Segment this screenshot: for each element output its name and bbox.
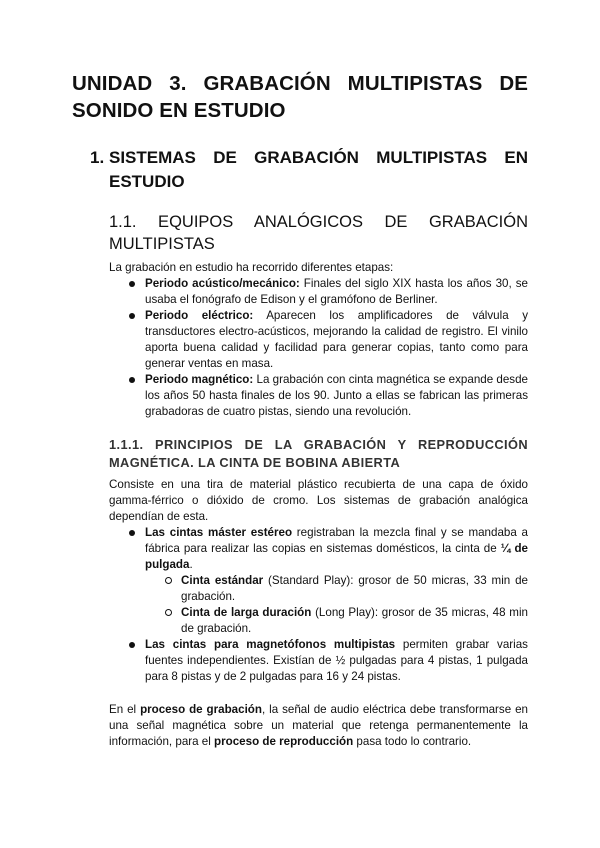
master-end: . [189, 558, 193, 571]
period-text: La grabación con cinta magnética se expande desde los años 50 hasta finales de los 90. Junto a ellas se fabrican las primeras grabadoras de cuatro pistas, siendo una revolución. [145, 373, 528, 418]
section-1-number: 1. [90, 148, 105, 167]
period-label: Periodo eléctrico: [145, 309, 254, 322]
section-1-title: SISTEMAS DE GRABACIÓN MULTIPISTAS EN ESTUDIO [109, 148, 528, 191]
closing-part-1: En el [109, 703, 141, 716]
closing-part-2: , la señal de audio eléctrica debe transformarse en una señal magnética sobre un material que retenga permanentemente la información, para el [109, 703, 528, 748]
list-item [109, 525, 528, 637]
section-1-1-intro: La grabación en estudio ha recorrido diferentes etapas: [109, 261, 394, 274]
unit-title: UNIDAD 3. GRABACIÓN MULTIPISTAS DE SONIDO EN ESTUDIO [72, 72, 528, 122]
sub-item-label: Cinta estándar [181, 574, 264, 587]
sub-item-text: (Standard Play): grosor de 50 micras, 33 min de grabación. [181, 574, 528, 603]
period-text: Aparecen los amplificadores de válvula y transductores electro-acústicos, mejorando la calidad de registro. El vinilo aporta buena calidad y facilidad para generar copias, tanto como para generar ventas en masa. [145, 309, 528, 370]
closing-bold-2: proceso de reproducción [214, 735, 354, 748]
section-1-1-1-intro: Consiste en una tira de material plástico recubierta de una capa de óxido gamma-férrico o dióxido de cromo. Los sistemas de grabación analógica dependían de esta. [109, 478, 528, 523]
closing-bold-1: proceso de grabación [140, 703, 262, 716]
sub-item-text: (Long Play): grosor de 35 micras, 48 min de grabación. [181, 606, 528, 635]
list-item [109, 276, 528, 308]
master-label: Las cintas máster estéreo [145, 526, 293, 539]
multitrack-label: Las cintas para magnetófonos multipistas [145, 638, 396, 651]
section-1-heading [90, 146, 528, 194]
closing-part-3: pasa todo lo contrario. [353, 735, 472, 748]
period-label: Periodo magnético: [145, 373, 254, 386]
sub-list-item [145, 605, 528, 637]
section-1-1-1-heading: 1.1.1. PRINCIPIOS DE LA GRABACIÓN Y REPRODUCCIÓN MAGNÉTICA. LA CINTA DE BOBINA ABIERTA [109, 437, 528, 470]
master-label-2: ¼ de pulgada [145, 542, 529, 571]
sub-item-label: Cinta de larga duración [181, 606, 312, 619]
periods-list [109, 276, 528, 420]
list-item [109, 372, 528, 420]
period-label: Periodo acústico/mecánico: [145, 277, 300, 290]
master-text: registraban la mezcla final y se mandaba a fábrica para realizar las copias en sistemas domésticos, la cinta de [145, 526, 528, 555]
period-text: Finales del siglo XIX hasta los años 30, se usaba el fonógrafo de Edison y el gramófono de Berliner. [145, 277, 528, 306]
list-item [109, 637, 528, 685]
multitrack-text: permiten grabar varias fuentes independientes. Existían de ½ pulgadas para 4 pistas, 1 pulgada para 8 pistas y de 2 pulgadas para 16 y 24 pistas. [145, 638, 528, 683]
closing-paragraph [109, 702, 528, 750]
master-sub-list [145, 573, 528, 637]
tapes-list [109, 525, 528, 685]
sub-list-item [145, 573, 528, 605]
list-item [109, 308, 528, 372]
section-1-1-heading: 1.1. EQUIPOS ANALÓGICOS DE GRABACIÓN MULTIPISTAS [109, 213, 528, 253]
